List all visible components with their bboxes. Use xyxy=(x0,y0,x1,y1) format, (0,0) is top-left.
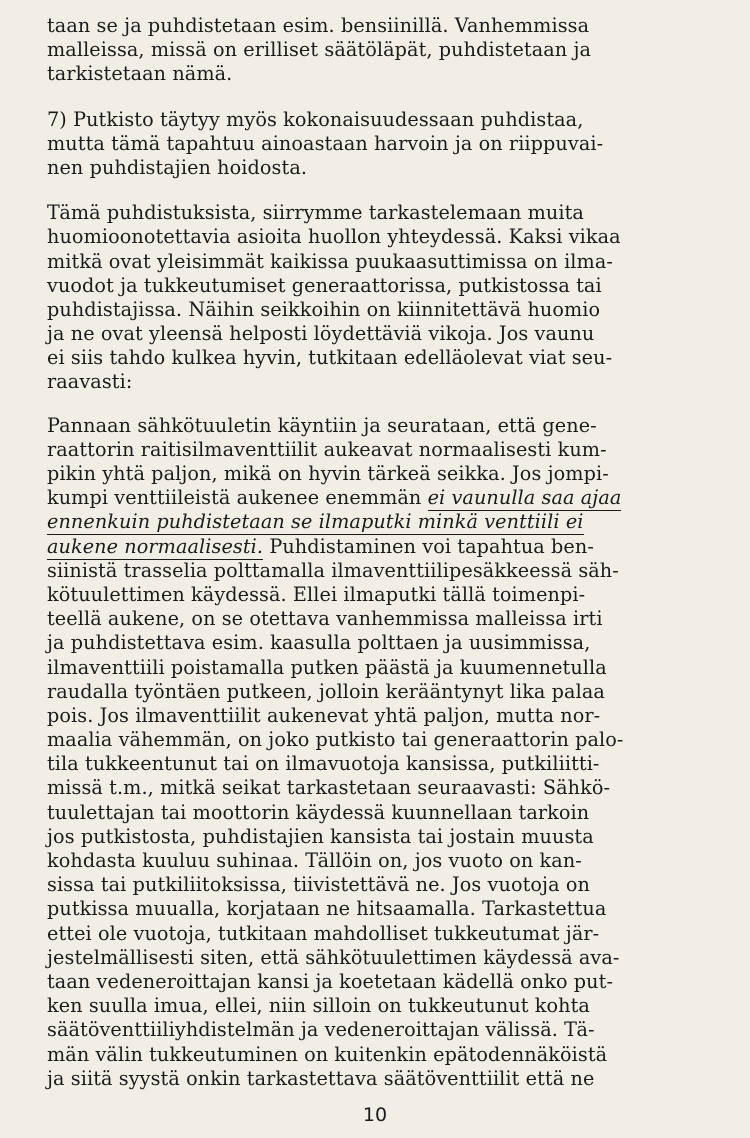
text-line: jestelmällisesti siten, että sähkötuulettimen käydessä ava- xyxy=(47,945,620,969)
text-line: jos putkistosta, puhdistajien kansista tai jostain muusta xyxy=(47,824,594,848)
text-line: 7) Putkisto täytyy myös kokonaisuudessaan puhdistaa, xyxy=(47,107,584,131)
document-page xyxy=(47,14,719,1091)
text-line: Tämä puhdistuksista, siirrymme tarkastelemaan muita xyxy=(47,201,584,225)
text-line: kötuulettimen käydessä. Ellei ilmaputki tällä toimenpi- xyxy=(47,582,586,606)
text-line: mitkä ovat yleisimmät kaikissa puukaasuttimissa on ilma- xyxy=(47,249,613,273)
text-line: maalia vähemmän, on joko putkisto tai generaattorin palo- xyxy=(47,728,624,752)
text-line: pikin yhtä paljon, mikä on hyvin tärkeä seikka. Jos jompi- xyxy=(47,462,609,485)
text-line: tuulettajan tai moottorin käydessä kuunnellaan tarkoin xyxy=(47,800,590,824)
text-line: nen puhdistajien hoidosta. xyxy=(47,155,308,179)
paragraph-2 xyxy=(47,108,719,181)
text-line: män välin tukkeutuminen on kuitenkin epätodennäköistä xyxy=(47,1042,608,1066)
text-line: vuodot ja tukkeutumiset generaattorissa, putkistossa tai xyxy=(47,273,602,297)
paragraph-1 xyxy=(47,14,719,87)
text-line: ja ne ovat yleensä helposti löydettäviä vikoja. Jos vaunu xyxy=(47,322,595,346)
emphasized-text: ennenkuin puhdistetaan se ilmaputki minkä venttiili ei xyxy=(47,510,584,534)
text-line: siinistä trasselia polttamalla ilmaventtiilipesäkkeessä säh- xyxy=(47,558,619,582)
text-line: sissa tai putkiliitoksissa, tiivistettävä ne. Jos vuotoja on xyxy=(47,873,590,897)
text-line: huomioonotettavia asioita huollon yhteydessä. Kaksi vikaa xyxy=(47,225,621,249)
text-line: pois. Jos ilmaventtiilit aukenevat yhtä paljon, mutta nor- xyxy=(47,703,601,727)
text-line: puhdistajissa. Näihin seikkoihin on kiinnitettävä huomio xyxy=(47,297,601,321)
text-line: tila tukkeentunut tai on ilmavuotoja kansissa, putkiliitti- xyxy=(47,752,600,776)
text-line: raavasti: xyxy=(47,370,133,394)
text-line: taan se ja puhdistetaan esim. bensiinillä. Vanhemmissa xyxy=(47,14,590,37)
text-line: säätöventtiiliyhdistelmän ja vedeneroittajan välissä. Tä- xyxy=(47,1018,595,1042)
text-line: raudalla työntäen putkeen, jolloin kerääntynyt lika palaa xyxy=(47,679,605,703)
emphasized-text: aukene normaalisesti. xyxy=(47,534,264,558)
text-line: ja siitä syystä onkin tarkastettava säätöventtiilit että ne xyxy=(47,1066,595,1090)
page-number: 10 xyxy=(362,1104,388,1126)
text-line: ei siis tahdo kulkea hyvin, tutkitaan edelläolevat viat seu- xyxy=(47,346,613,370)
text-line xyxy=(47,535,719,559)
plain-text: Puhdistaminen voi tapahtua ben- xyxy=(263,534,594,558)
emphasized-text: ei vaunulla saa ajaa xyxy=(427,486,622,510)
text-line: ja puhdistettava esim. kaasulla polttaen ja uusimmissa, xyxy=(47,631,591,655)
text-line: ilmaventtiili poistamalla putken päästä ja kuumennetulla xyxy=(47,655,607,679)
text-line: teellä aukene, on se otettava vanhemmissa malleissa irti xyxy=(47,607,603,631)
text-line: malleissa, missä on erilliset säätöläpät, puhdistetaan ja xyxy=(47,38,592,62)
text-line: raattorin raitisilmaventtiilit aukeavat normaalisesti kum- xyxy=(47,437,607,461)
text-line xyxy=(47,486,719,510)
text-line: ken suulla imua, ellei, niin silloin on tukkeutunut kohta xyxy=(47,994,590,1018)
text-line: Pannaan sähkötuuletin käyntiin ja seurataan, että gene- xyxy=(47,413,597,437)
plain-text: kumpi venttiileistä aukenee enemmän xyxy=(47,486,422,510)
text-line: taan vedeneroittajan kansi ja koetetaan kädellä onko put- xyxy=(47,969,614,993)
text-line: putkissa muualla, korjataan ne hitsaamalla. Tarkastettua xyxy=(47,897,607,921)
text-line: tarkistetaan nämä. xyxy=(47,62,233,86)
text-line: ettei ole vuotoja, tutkitaan mahdolliset tukkeutumat jär- xyxy=(47,921,600,945)
paragraph-3 xyxy=(47,201,719,395)
text-line: missä t.m., mitkä seikat tarkastetaan seuraavasti: Sähkö- xyxy=(47,776,611,800)
text-line: mutta tämä tapahtuu ainoastaan harvoin ja on riippuvai- xyxy=(47,131,604,155)
text-line xyxy=(47,510,719,534)
text-line: kohdasta kuuluu suhinaa. Tällöin on, jos vuoto on kan- xyxy=(47,849,582,872)
paragraph-4 xyxy=(47,414,719,1091)
